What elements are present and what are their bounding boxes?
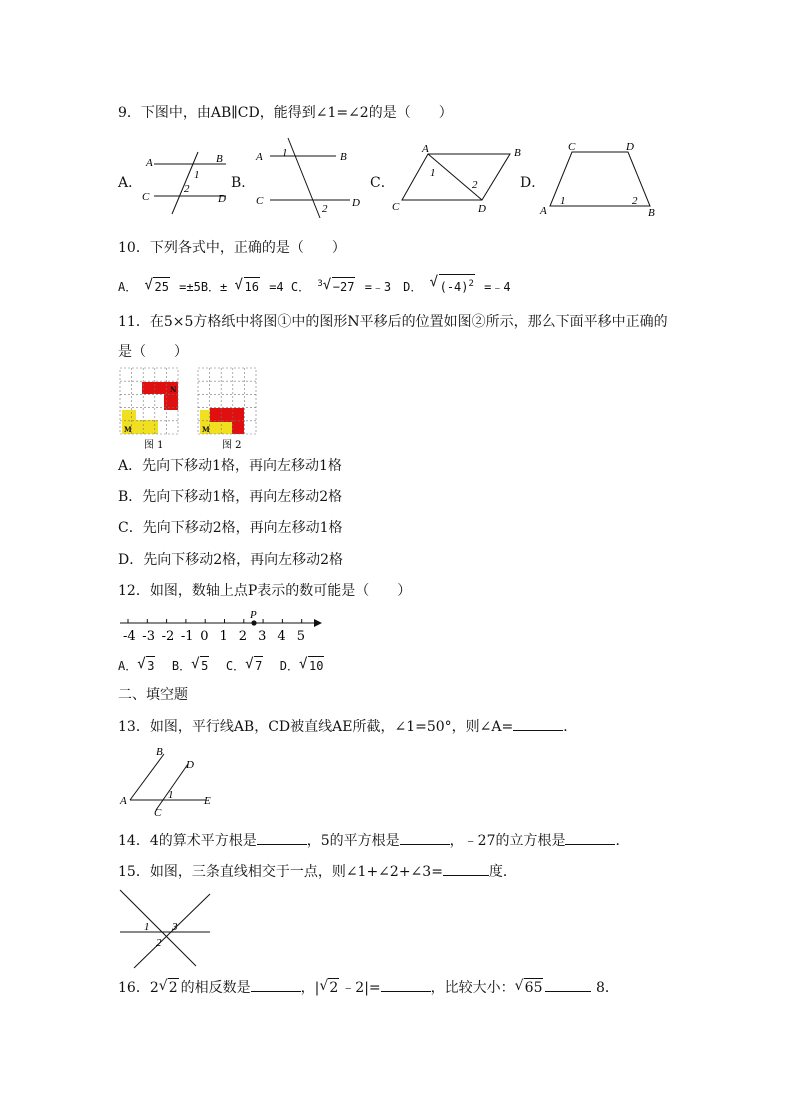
svg-text:B: B <box>648 207 655 219</box>
q9-figure-b <box>252 136 362 220</box>
q13-question: 13．如图，平行线AB，CD被直线AE所截，∠1=50°，则∠A= ． <box>118 719 578 735</box>
q16-question: 16．2√ 2 的相反数是 ，|√ 2 ﹣2|= ，比较大小：√ 65 8． <box>118 978 619 997</box>
axis-tick-label: 5 <box>296 629 305 644</box>
svg-text:1: 1 <box>282 147 288 159</box>
axis-tick-label: -2 <box>161 629 175 644</box>
axis-tick-label: 2 <box>238 629 248 644</box>
svg-text:D: D <box>218 193 226 205</box>
q16-blank-1 <box>251 979 301 992</box>
svg-text:2: 2 <box>156 937 162 949</box>
svg-text:A: A <box>540 205 547 217</box>
q13-figure <box>118 746 222 818</box>
q10-a-radical: √ 25 <box>144 277 169 296</box>
q11-grid-figures <box>118 366 268 452</box>
q11-option-a: A．先向下移动1格，再向左移动1格 <box>118 458 342 474</box>
q12-options: A．√ 3 B．√ 5 C．√ 7 D．√ 10 <box>118 656 326 675</box>
svg-text:A: A <box>422 143 429 155</box>
axis-tick-label: -1 <box>180 629 194 644</box>
grid-2 <box>198 368 256 434</box>
svg-text:E: E <box>204 795 211 807</box>
q10-b-tail: =4 C． <box>269 280 311 294</box>
svg-text:C: C <box>256 195 264 207</box>
q16-radical-1: √ 2 <box>159 978 179 997</box>
svg-text:C: C <box>568 141 576 153</box>
svg-text:C: C <box>392 201 400 213</box>
axis-tick-label: 1 <box>219 629 228 644</box>
q10-d-tail: =﹣4 <box>484 280 511 294</box>
svg-text:B: B <box>514 147 521 159</box>
svg-text:2: 2 <box>184 183 190 195</box>
q10-c-radical: √ −27 <box>323 277 356 296</box>
q9-figure-c <box>390 142 530 216</box>
q11-option-d: D．先向下移动2格，再向左移动2格 <box>118 552 344 568</box>
svg-text:1: 1 <box>430 167 436 179</box>
fig1-caption: 图 1 <box>144 440 164 451</box>
svg-text:2: 2 <box>322 203 328 215</box>
q9-option-c: C． <box>370 175 395 191</box>
q9-question: 9．下图中，由AB∥CD，能得到∠1=∠2的是（ ） <box>118 105 453 121</box>
q11-option-b: B．先向下移动1格，再向左移动2格 <box>118 489 343 505</box>
svg-text:A: A <box>146 157 153 169</box>
q10-c-index: 3 <box>317 279 323 289</box>
q15-blank <box>443 863 489 876</box>
q10-a-tail: =±5B．± <box>179 280 228 294</box>
svg-text:1: 1 <box>144 921 150 933</box>
q12-d-radical: √ 10 <box>299 656 324 675</box>
svg-text:N: N <box>170 385 177 394</box>
q11-question-line1: 11．在5×5方格纸中将图①中的图形N平移后的位置如图②所示，那么下面平移中正确的 <box>118 314 668 330</box>
q12-question: 12．如图，数轴上点P表示的数可能是（ ） <box>118 583 412 599</box>
q9-option-b: B． <box>231 175 256 191</box>
svg-text:2: 2 <box>632 195 638 207</box>
q14-blank-2 <box>400 832 450 845</box>
svg-text:B: B <box>340 151 347 163</box>
q9-figure-d <box>538 140 662 220</box>
q12-c-radical: √ 7 <box>245 656 263 675</box>
q12-b-radical: √ 5 <box>191 656 209 675</box>
svg-text:3: 3 <box>172 921 178 933</box>
q9-figure-a <box>138 150 238 218</box>
axis-tick-label: -3 <box>142 629 155 644</box>
q10-question: 10．下列各式中，正确的是（ ） <box>118 240 346 256</box>
q9-option-a: A． <box>118 175 143 191</box>
svg-text:2: 2 <box>472 179 478 191</box>
svg-text:C: C <box>154 807 162 818</box>
svg-text:D: D <box>626 141 634 153</box>
axis-tick-label: 0 <box>200 629 209 644</box>
grid-1 <box>120 368 178 434</box>
q10-d-radical: √ $(-4)^2$ <box>430 274 475 296</box>
q14-blank-3 <box>565 832 615 845</box>
svg-text:1: 1 <box>168 789 174 801</box>
svg-text:B: B <box>216 153 223 165</box>
point-p <box>251 620 256 625</box>
axis-tick-label: 4 <box>277 629 286 644</box>
section-title: 二、填空题 <box>118 687 188 703</box>
svg-text:D: D <box>186 759 194 771</box>
q10-options <box>118 274 511 296</box>
axis-tick-label: 3 <box>258 629 267 644</box>
svg-text:A: A <box>256 151 263 163</box>
q15-figure <box>118 888 214 970</box>
svg-text:1: 1 <box>560 195 566 207</box>
svg-text:D: D <box>478 203 486 215</box>
q12-number-line <box>118 608 328 644</box>
svg-text:1: 1 <box>194 169 200 181</box>
q16-blank-2 <box>381 979 431 992</box>
q10-a-prefix: A． <box>118 280 138 294</box>
q12-a-radical: √ 3 <box>137 656 155 675</box>
q16-radical-2: √ 2 <box>319 978 339 997</box>
q11-question-line2: 是（ ） <box>118 344 188 360</box>
svg-text:D: D <box>352 197 360 209</box>
axis-tick-label: -4 <box>123 629 136 644</box>
q14-question: 14．4的算术平方根是 ，5的平方根是 ，﹣27的立方根是 ． <box>118 833 630 849</box>
q13-blank <box>513 718 563 731</box>
svg-text:B: B <box>156 746 163 758</box>
q16-blank-3 <box>545 979 591 992</box>
svg-text:M: M <box>124 425 132 434</box>
q11-option-c: C．先向下移动2格，再向左移动1格 <box>118 520 343 536</box>
q15-question: 15．如图，三条直线相交于一点，则∠1+∠2+∠3= 度． <box>118 864 517 880</box>
svg-text:A: A <box>120 795 127 807</box>
point-p-label: P <box>250 609 257 621</box>
q10-b-radical: √ 16 <box>235 277 260 296</box>
q10-c-tail: =﹣3 D． <box>364 280 423 294</box>
q9-option-d: D． <box>520 175 546 191</box>
q16-radical-3: √ 65 <box>515 978 544 997</box>
fig2-caption: 图 2 <box>222 440 242 451</box>
q14-blank-1 <box>257 832 307 845</box>
svg-text:M: M <box>202 425 210 434</box>
svg-text:C: C <box>142 191 150 203</box>
